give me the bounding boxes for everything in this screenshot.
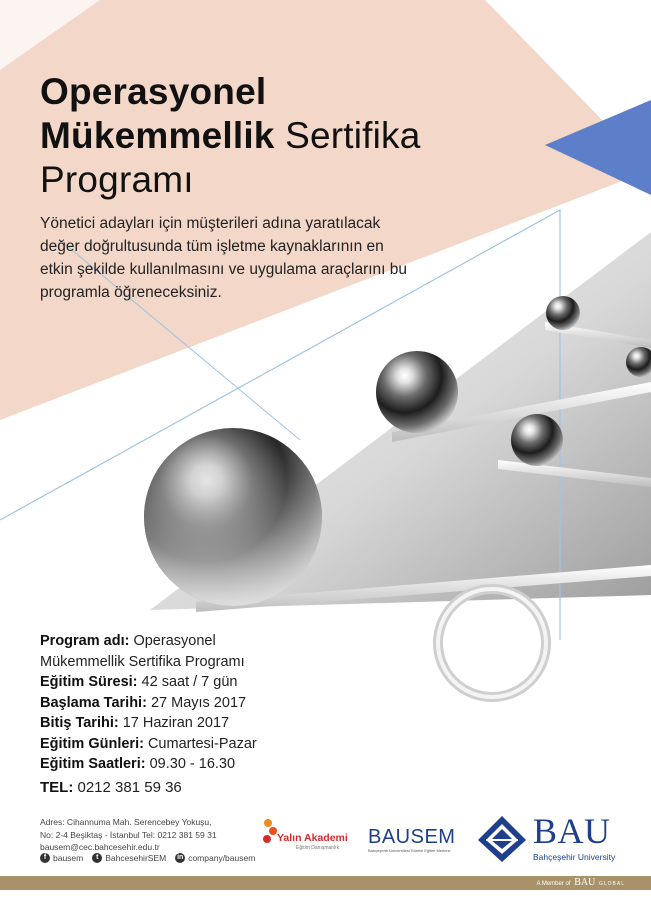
yalin-akademi-logo [262,818,362,858]
bau-name: BAU [533,811,611,851]
program-name-value-1: Operasyonel [133,633,216,649]
phone [40,779,182,796]
facebook-link[interactable] [40,853,83,863]
linkedin-handle: company/bausem [188,853,256,863]
intro-text: Yönetici adayları için müşterileri adına yaratılacak değer doğrultusunda tüm işletme kaynaklarının en etkin şekilde kullanılmasını ve uygulama araçlarını bu programla öğreneceksiniz. [40,215,408,301]
title-line-1: Operasyonel [40,71,267,112]
start-date-label: Başlama Tarihi: [40,694,147,711]
hours-value: 09.30 - 16.30 [149,756,236,772]
member-suffix: GLOBAL [598,881,625,887]
phone-number[interactable]: 0212 381 59 36 [77,779,182,796]
days-row [40,734,257,755]
yalin-subtitle: Eğitim Danışmanlık [296,845,340,851]
email-link[interactable]: bausem@cec.bahcesehir.edu.tr [40,842,160,852]
social-links [40,853,255,863]
bau-logo [476,811,621,864]
bausem-subtitle: Bahçeşehir Üniversitesi Sürekli Eğitim Merkezi [368,848,451,853]
program-name-row [40,631,257,652]
duration-label: Eğitim Süresi: [40,674,138,690]
member-prefix: A Member of [536,881,571,887]
end-date-value: 17 Haziran 2017 [122,715,230,731]
address [40,816,217,854]
duration-row [40,672,257,693]
end-date-label: Bitiş Tarihi: [40,715,119,731]
duration-value: 42 saat / 7 gün [141,674,238,690]
bausem-name: BAUSEM [368,826,456,848]
ball-large-reflection [144,428,322,606]
bausem-logo [368,826,463,858]
title-line-3: Programı [40,159,194,200]
title-line-2-rest: Sertifika [285,115,421,156]
bau-emblem-icon [476,814,528,864]
member-brand: BAU [574,877,596,888]
title-line-2-bold: Mükemmellik [40,115,275,156]
start-date-row [40,693,257,714]
twitter-link[interactable] [92,853,166,863]
member-of-text [537,876,626,890]
ball-small-top [546,296,580,330]
hours-label: Eğitim Saatleri: [40,756,146,772]
phone-label: TEL: [40,779,74,796]
twitter-icon: t [92,853,102,863]
twitter-handle: BahcesehirSEM [105,853,167,863]
footer-bar [0,876,651,890]
facebook-handle: bausem [53,853,84,863]
ring-highlight [438,589,546,697]
hours-row [40,754,257,775]
facebook-icon: f [40,853,50,863]
linkedin-link[interactable] [175,853,255,863]
address-line-2: No: 2-4 Beşiktaş - İstanbul Tel: 0212 381 59 31 [40,829,217,840]
page-title [40,70,421,202]
ball-small-mid [511,414,563,466]
yalin-name: Yalın Akademi [277,832,348,844]
program-details [40,631,257,775]
end-date-row [40,713,257,734]
start-date-value: 27 Mayıs 2017 [150,694,247,711]
program-name-row-2 [40,652,257,673]
days-value: Cumartesi-Pazar [147,735,257,752]
program-name-value-2: Mükemmellik Sertifika Programı [40,653,245,670]
program-name-label: Program adı: [40,633,130,649]
linkedin-icon: in [177,854,184,861]
bau-subtitle: Bahçeşehir University [533,852,616,862]
address-line-1: Adres: Cihannuma Mah. Serencebey Yokuşu, [40,817,212,827]
ball-medium [376,351,458,433]
days-label: Eğitim Günleri: [40,735,144,752]
